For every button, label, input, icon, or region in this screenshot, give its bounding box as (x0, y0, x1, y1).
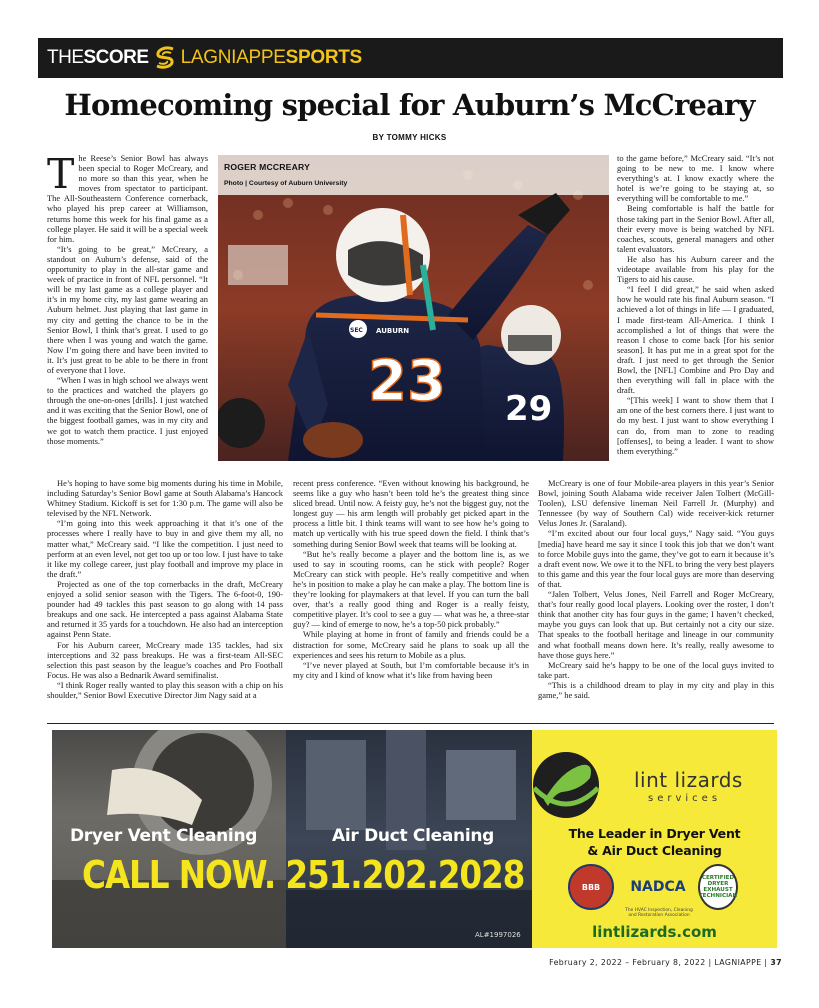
score-swirl-icon (153, 45, 177, 71)
paragraph: “I think Roger really wanted to play this season with a chip on his shoulder,” Senior Bowl Executive Director Jim Nagy said at a (47, 679, 283, 700)
ad-brand-sub: services (648, 793, 722, 804)
the-score-label: THESCORE (47, 47, 149, 68)
ad-website-link[interactable]: lintlizards.com (592, 923, 717, 941)
ad-license-code: AL#1997026 (475, 931, 521, 939)
lagniappe-sports-label: LAGNIAPPESPORTS (180, 47, 362, 68)
bbb-badge-icon: BBB (568, 864, 614, 910)
paragraph: McCreary is one of four Mobile-area players in this year’s Senior Bowl, joining South Alabama wide receiver Jalen Tolbert (McGill-Toolen), LSU defensive lineman Neil Farrell Jr. (Murphy) and Tennessee (by way of Southern Cal) wide receiver-kick returner Velus Jones Jr. (Saraland). (538, 478, 774, 529)
ad-service-duct: Air Duct Cleaning (332, 826, 495, 846)
paragraph: he Reese’s Senior Bowl has always been special to Roger McCreary, and no more so than this year, when he moves from spectator to participant. The All-Southeastern Conference cornerback, who played his prep career at Williamson, returns home this week for his final game as a college player. He said it will be a special week for him. (47, 153, 208, 244)
article-column-2-lower (293, 478, 529, 680)
ad-service-dryer: Dryer Vent Cleaning (70, 826, 258, 846)
paragraph: “This is a childhood dream to play in my city and play in this game,” he said. (538, 679, 774, 700)
sec-logo: SEC (350, 327, 363, 334)
jersey-helmet-text: AUBURN (376, 327, 410, 335)
publication-name: LAGNIAPPE (714, 958, 762, 967)
advertisement[interactable] (52, 730, 777, 948)
paragraph: “[This week] I want to show them that I am one of the best corners there. I just want to do my best. I just want to show everything I can do, from man to zone to reading [offenses], to being a leader. I want to show them everything.” (617, 395, 774, 456)
paragraph: Being comfortable is half the battle for those taking part in the Senior Bowl. After all, their every move is being watched by NFL coaches, scouts, general managers and other talent evaluators. (617, 203, 774, 254)
section-banner (38, 38, 783, 78)
article-column-3-lower (538, 478, 774, 700)
article-column-1-lower (47, 478, 283, 700)
paragraph: While playing at home in front of family and friends could be a distraction for some, McCreary said he plans to soak up all the experiences and sees his return to Mobile as a plus. (293, 629, 529, 660)
headline: Homecoming special for Auburn’s McCreary (64, 88, 755, 122)
divider (47, 723, 774, 724)
paragraph: He’s hoping to have some big moments during his time in Mobile, including Saturday’s Senior Bowl game at South Alabama’s Hancock Whitney Stadium. Kickoff is set for 1:30 p.m. The game will also be televised by the NFL Network. (47, 478, 283, 519)
football-player-illustration (218, 155, 609, 461)
article-column-3 (617, 153, 774, 456)
nadca-subtitle: The HVAC Inspection, Cleaning and Restoration Association (625, 908, 693, 918)
byline: BY TOMMY HICKS (372, 133, 447, 142)
jersey-number-23: 23 (368, 349, 446, 414)
jersey-number-29: 29 (505, 389, 553, 429)
ad-brand-name: lint lizards (634, 768, 743, 792)
paragraph: recent press conference. “Even without knowing his background, he seems like a guy who hasn’t been told he’s the greatest thing since sliced bread. Until now. A feisty guy, he’s not the biggest guy, not the longest guy — his arm length will probably get picked apart in the process a little bit. I think teams will want to see how he’s going to match up vertically with his true speed down the field. I think that’s something during Senior Bowl week that teams will be looking at. (293, 478, 529, 549)
certified-badge-icon: CERTIFIED DRYER EXHAUST TECHNICIAN (698, 864, 738, 910)
photo-credit-block (224, 162, 347, 190)
photo-subject-name: ROGER MCCREARY (224, 162, 311, 172)
drop-cap: T (47, 150, 75, 198)
page-footer: February 2, 2022 – February 8, 2022 | LAGNIAPPE | 37 (549, 958, 782, 967)
nadca-badge-icon: NADCA (630, 879, 686, 895)
paragraph: “It’s going to be great,” McCreary, a standout on Auburn’s defense, said of the opportunity to play in the all-star game and week of practice in front of NFL personnel. “It will be my last game as a college player and it’s in my home city, my last game wearing an Auburn helmet. Just playing that last game in my city and getting the chance to be in the Senior Bowl, I think that’s great. I used to go there when I was young and watch the game. Now I’m going there and have been invited to it. It’s just great to be able to be there in front of everyone that I love. (47, 243, 208, 375)
issue-dates: February 2, 2022 – February 8, 2022 (549, 958, 706, 967)
paragraph: to the game before,” McCreary said. “It’s not going to be new to me. I know where everything’s at. I know exactly where the hotel is we’re going to be staying at, so everything will be comfortable to me.” (617, 153, 774, 204)
paragraph: “When I was in high school we always went to the practices and watched the players go through the one-on-ones [drills]. I just watched and it was exciting that the Senior Bowl, one of the biggest football games, was in my city and we got to watch them practice. I just enjoyed those moments.” (47, 375, 208, 446)
paragraph: “But he’s really become a player and the bottom line is, as we used to say in scouting rooms, can he stick with people? Roger McCreary can stick with people. He’s really competitive and when he’s in position to make a play he can make a play. The bottom line is they’re looking for playmakers at that level. If you can turn the ball over, that’s a really good thing and Roger is a really feisty, competitive player. It’s cool to see a guy — what was he, a three-star guy? — kind of emerge to now, he’s a top-50 pick probably.” (293, 548, 529, 630)
paragraph: For his Auburn career, McCreary made 135 tackles, had six interceptions and 32 pass breakups. He was a first-team All-SEC selection this past season by the league’s coaches and Pro Football Focus. He was also a Bednarik Award semifinalist. (47, 639, 283, 680)
paragraph: “I feel I did great,” he said when asked how he would rate his final Auburn season. “I achieved a lot of things in life — I graduated, I made first-team All-America. I think I accomplished a lot of things that were the reason I chose to come back [for his senior season]. It has put me in a great spot for the draft. I just need to get through the Senior Bowl, the [NFL] Combine and Pro Day and then everything will fall in place with the draft. (617, 284, 774, 396)
paragraph: “I’m excited about our four local guys,” Nagy said. “You guys [media] have heard me say it since I took this job that we don’t want to force Mobile guys into the game, they’ve got to earn it because it’s a draft event now. We owe it to the NFL to bring the very best players to this game and this year the four local guys are more than deserving of that. (538, 528, 774, 589)
paragraph: “I’ve never played at South, but I’m comfortable because it’s in my city and I kind of know what it’s like from having been (293, 659, 529, 680)
paragraph: He also has his Auburn career and the videotape available from his play for the Tigers to aid his cause. (617, 253, 774, 285)
ad-tagline: The Leader in Dryer Vent & Air Duct Cleaning (568, 826, 741, 858)
paragraph: “Jalen Tolbert, Velus Jones, Neil Farrell and Roger McCreary, that’s four really good local players. Looking over the roster, I don’t think that another city has four guys in the game; I haven’t checked, maybe you guys can look that up. But certainly not a city our size. That speaks to the football heritage and lineage in our community and what football means down here. It’s really, really awesome to have those guys here.” (538, 589, 774, 660)
page-number: 37 (770, 958, 782, 967)
article-photo (218, 155, 609, 461)
ad-call-now-phone[interactable]: CALL NOW. 251.202.2028 (82, 853, 525, 897)
paragraph: McCreary said he’s happy to be one of the local guys invited to take part. (538, 659, 774, 680)
article-column-1 (47, 150, 208, 446)
paragraph: Projected as one of the top cornerbacks in the draft, McCreary enjoyed a solid senior season with the Tigers. The 6-foot-0, 190-pounder had 49 tackles this past season to go along with 14 pass breakups and one sack. He intercepted a pass against Alabama State and returned it 35 yards for a touchdown. He also had an interception against Penn State. (47, 578, 283, 640)
paragraph: “I’m going into this week approaching it that it’s one of the processes where I really have to buy in and give them my all, no matter what,” McCreary said. “I like the competition. I just need to perform at an even level, not get too up or too low. I just have to take it like my college career, just play football and improve my place in the draft.” (47, 518, 283, 579)
photo-credit: Photo | Courtesy of Auburn University (224, 180, 348, 187)
